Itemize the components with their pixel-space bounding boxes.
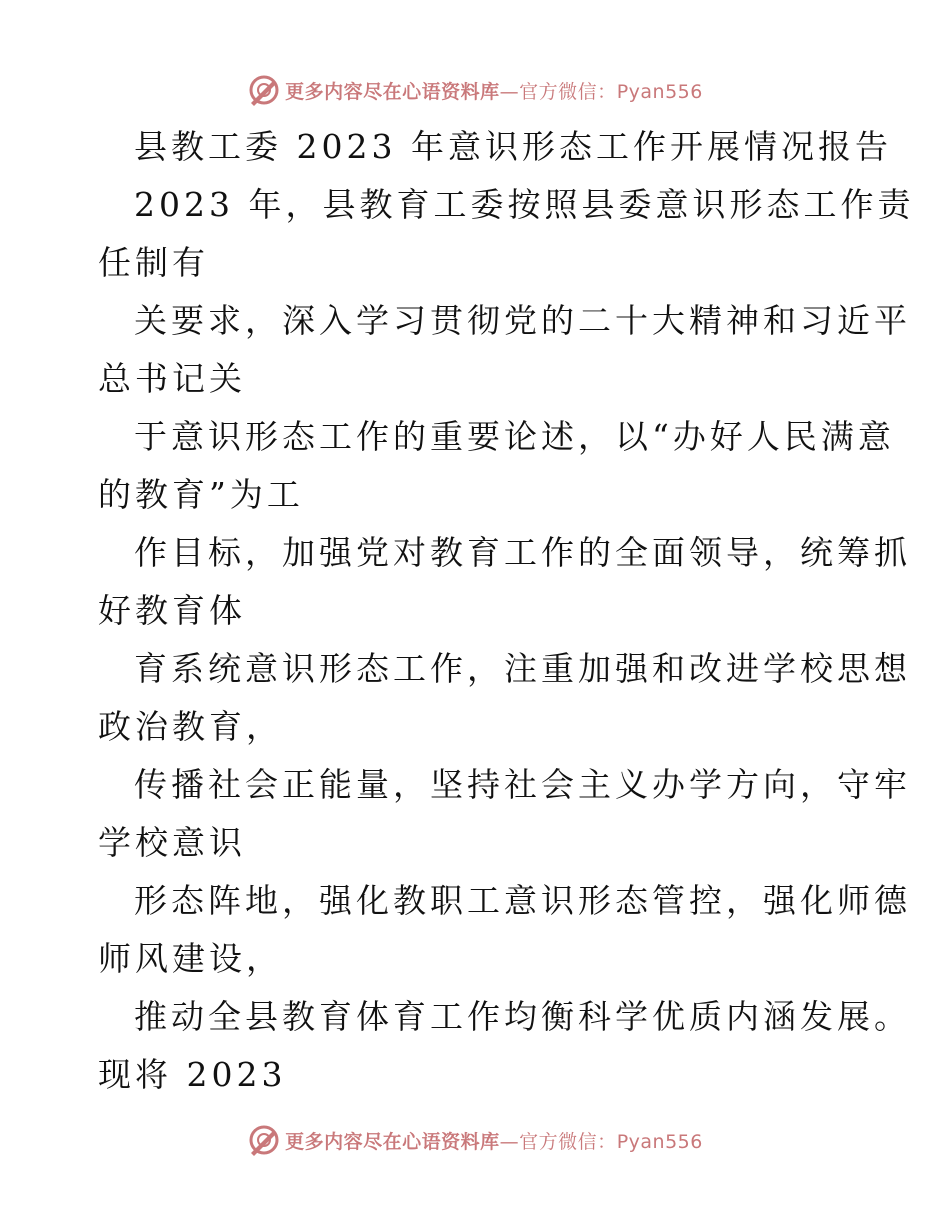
body-line-8: 好教育体: [98, 591, 246, 630]
header-watermark: [0, 70, 950, 110]
watermark-wechat-label: 官方微信：: [519, 1130, 617, 1153]
body-line-1: 2023 年，县教育工委按照县委意识形态工作责: [134, 185, 915, 224]
watermark-dash: —: [499, 1130, 520, 1153]
watermark-main-text: 更多内容尽在心语资料库: [285, 1130, 500, 1153]
body-line-6: 的教育”为工: [98, 475, 304, 514]
body-line-7: 作目标，加强党对教育工作的全面领导，统筹抓: [134, 533, 911, 572]
watermark-dash: —: [499, 80, 520, 103]
watermark-wechat-id: Pyan556: [616, 1130, 703, 1153]
body-line-5: 于意识形态工作的重要论述，以“办好人民满意: [134, 417, 895, 456]
body-line-3: 关要求，深入学习贯彻党的二十大精神和习近平: [134, 301, 911, 340]
body-line-14: 师风建设，: [98, 939, 283, 978]
body-line-16: 现将 2023: [98, 1055, 287, 1094]
body-line-13: 形态阵地，强化教职工意识形态管控，强化师德: [134, 881, 911, 920]
body-line-11: 传播社会正能量，坚持社会主义办学方向，守牢: [134, 765, 911, 804]
body-line-12: 学校意识: [98, 823, 246, 862]
body-line-4: 总书记关: [98, 359, 246, 398]
body-line-15: 推动全县教育体育工作均衡科学优质内涵发展。: [134, 997, 911, 1036]
body-line-10: 政治教育，: [98, 707, 283, 746]
watermark-wechat-id: Pyan556: [616, 80, 703, 103]
document-title: 县教工委 2023 年意识形态工作开展情况报告: [134, 127, 892, 166]
document-body: [98, 118, 915, 1104]
watermark-wechat-label: 官方微信：: [519, 80, 617, 103]
pen-circle-icon: [247, 1123, 281, 1157]
body-line-9: 育系统意识形态工作，注重加强和改进学校思想: [134, 649, 911, 688]
watermark-main-text: 更多内容尽在心语资料库: [285, 80, 500, 103]
body-line-2: 任制有: [98, 243, 209, 282]
footer-watermark: [0, 1120, 950, 1160]
pen-circle-icon: [247, 73, 281, 107]
